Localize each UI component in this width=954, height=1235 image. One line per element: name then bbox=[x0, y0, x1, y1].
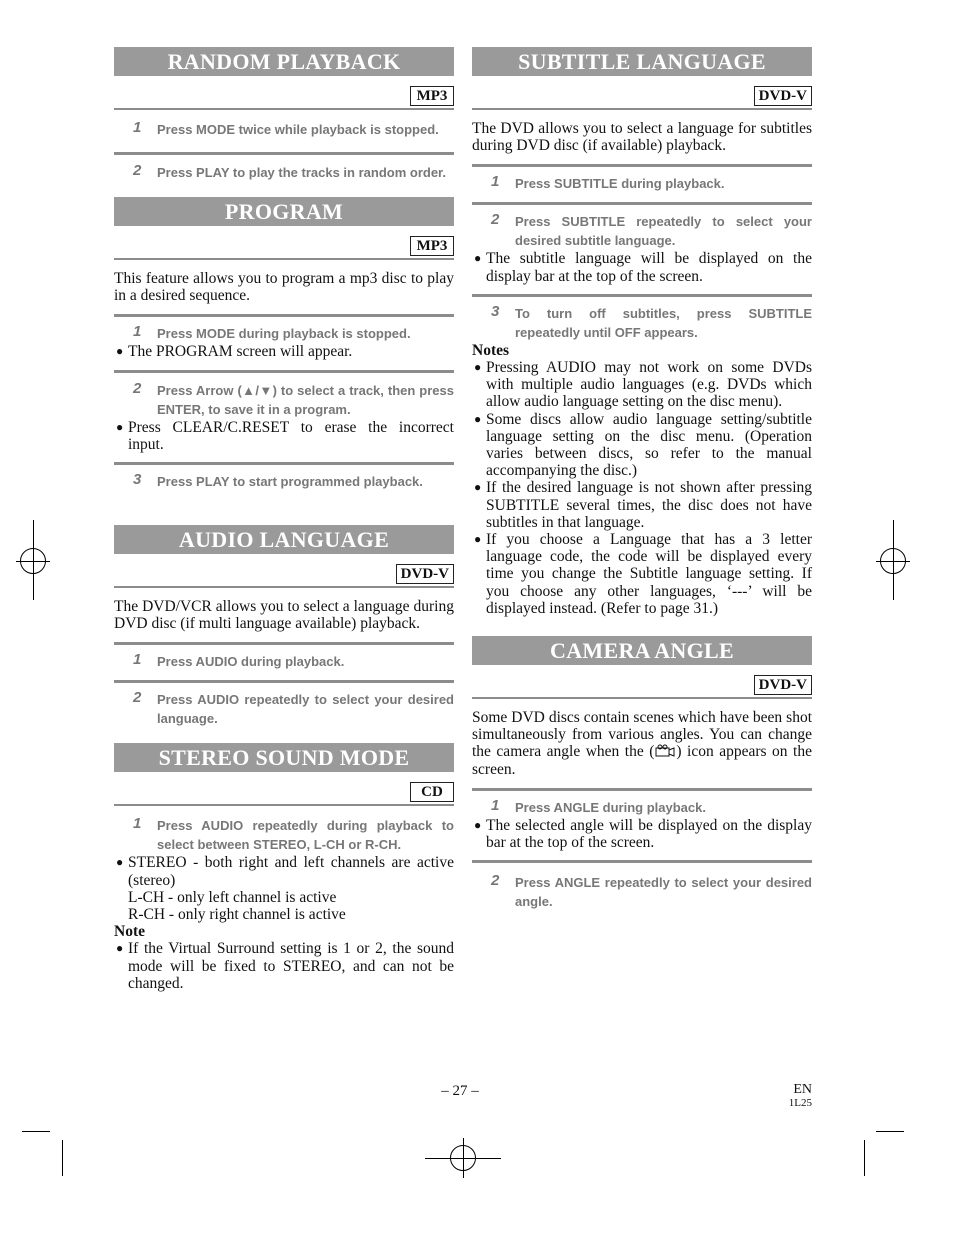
bullet-icon: ● bbox=[474, 251, 482, 266]
bullet-icon: ● bbox=[474, 532, 482, 547]
camera-intro bbox=[472, 709, 812, 778]
note-text: Some discs allow audio language setting/subtitle language setting on the disc menu. (Operation varies between discs, so refer to the manual accompanying the disc.) bbox=[486, 410, 812, 480]
camera-angle-icon bbox=[654, 744, 676, 758]
mp3-badge: MP3 bbox=[410, 86, 454, 106]
step-text: Press ANGLE repeatedly to select your desired angle. bbox=[515, 875, 812, 910]
crop-mark bbox=[22, 1131, 50, 1132]
dvd-v-badge: DVD-V bbox=[754, 86, 812, 106]
page-number: – 27 – bbox=[441, 1083, 479, 1099]
step-number: 1 bbox=[491, 796, 500, 814]
camera-step-1 bbox=[472, 798, 812, 817]
step-text: Press AUDIO repeatedly during playback to select between STEREO, L-CH or R-CH. bbox=[157, 818, 454, 853]
divider bbox=[114, 152, 454, 155]
bullet-icon: ● bbox=[474, 360, 482, 375]
program-step-1 bbox=[114, 324, 454, 343]
bullet-icon: ● bbox=[474, 411, 482, 426]
note-item bbox=[472, 359, 812, 411]
bullet-text: The PROGRAM screen will appear. bbox=[128, 343, 353, 361]
step-number: 2 bbox=[133, 689, 142, 707]
step-text: Press PLAY to start programmed playback. bbox=[157, 474, 423, 490]
mp3-badge: MP3 bbox=[410, 236, 454, 256]
divider bbox=[114, 370, 454, 373]
program-heading: PROGRAM bbox=[114, 197, 454, 226]
note-text: Pressing AUDIO may not work on some DVDs with multiple audio languages (e.g. DVDs which allow audio language setting on the disc menu). bbox=[486, 359, 812, 411]
step-number: 2 bbox=[491, 211, 500, 229]
step-text: Press SUBTITLE repeatedly to select your desired subtitle language. bbox=[515, 214, 812, 249]
registration-mark-line bbox=[463, 1138, 464, 1178]
step-number: 1 bbox=[133, 323, 142, 341]
stereo-step-1 bbox=[114, 816, 454, 854]
program-bullet-1 bbox=[114, 343, 454, 360]
camera-angle-heading: CAMERA ANGLE bbox=[472, 636, 812, 665]
left-column bbox=[114, 47, 454, 992]
stereo-badge-row bbox=[114, 782, 454, 806]
step-text: Press ANGLE during playback. bbox=[515, 799, 706, 815]
subtitle-step-2 bbox=[472, 212, 812, 250]
bullet-text: The subtitle language will be displayed on the display bar at the top of the screen. bbox=[486, 250, 812, 285]
audio-step-1 bbox=[114, 652, 454, 671]
random-step-1 bbox=[114, 120, 454, 139]
divider bbox=[472, 788, 812, 791]
random-playback-heading: RANDOM PLAYBACK bbox=[114, 47, 454, 76]
step-number: 3 bbox=[491, 302, 500, 320]
bullet-text: Press CLEAR/C.RESET to erase the incorrect input. bbox=[128, 418, 454, 453]
dvd-v-badge: DVD-V bbox=[754, 675, 812, 695]
program-badge-row bbox=[114, 236, 454, 260]
bullet-text: If the Virtual Surround setting is 1 or 2, the sound mode will be fixed to STEREO, and can not be changed. bbox=[128, 940, 454, 992]
subtitle-bullet bbox=[472, 250, 812, 284]
right-column bbox=[472, 47, 812, 911]
audio-step-2 bbox=[114, 690, 454, 728]
rch-line: R-CH - only right channel is active bbox=[128, 906, 346, 924]
bullet-icon: ● bbox=[116, 419, 124, 434]
step-number: 1 bbox=[133, 651, 142, 669]
camera-step-2 bbox=[472, 873, 812, 911]
divider bbox=[472, 860, 812, 863]
note-text: If you choose a Language that has a 3 letter language code, the code will be displayed every time you change the Subtitle language setting. If you choose any other languages, ‘---’ will be displayed instead. (Refer to page 31.) bbox=[486, 531, 812, 617]
registration-mark-line bbox=[893, 520, 894, 600]
step-number: 2 bbox=[133, 162, 142, 179]
step-text: Press AUDIO during playback. bbox=[157, 654, 345, 670]
bullet-icon: ● bbox=[116, 344, 124, 359]
arrow-up-down-icon: ▲/▼ bbox=[241, 382, 273, 398]
bullet-icon: ● bbox=[116, 941, 124, 956]
bullet-icon: ● bbox=[474, 480, 482, 495]
divider bbox=[114, 314, 454, 317]
camera-bullet bbox=[472, 817, 812, 851]
subtitle-language-heading: SUBTITLE LANGUAGE bbox=[472, 47, 812, 76]
step-text: Press MODE twice while playback is stopped. bbox=[157, 122, 439, 137]
step-text: To turn off subtitles, press SUBTITLE repeatedly until OFF appears. bbox=[515, 305, 812, 340]
step-text: Press SUBTITLE during playback. bbox=[515, 176, 725, 192]
program-step-3 bbox=[114, 472, 454, 491]
camera-intro-a: Some DVD discs contain scenes which have been shot simultaneously from various angles. You can change the camera angle when the ( bbox=[472, 709, 812, 761]
bullet-text: STEREO - both right and left channels are active (stereo) bbox=[128, 854, 454, 889]
step-number: 1 bbox=[491, 173, 500, 191]
step-text-a: Press Arrow ( bbox=[157, 382, 242, 398]
subtitle-intro: The DVD allows you to select a language for subtitles during DVD disc (if available) playback. bbox=[472, 120, 812, 155]
step-number: 1 bbox=[133, 815, 142, 833]
step-number: 1 bbox=[133, 119, 142, 136]
step-text: Press PLAY to play the tracks in random order. bbox=[157, 165, 446, 180]
dvd-v-badge: DVD-V bbox=[396, 564, 454, 584]
subtitle-badge-row bbox=[472, 86, 812, 110]
step-number: 2 bbox=[491, 872, 500, 890]
subtitle-step-1 bbox=[472, 174, 812, 193]
divider bbox=[472, 164, 812, 167]
random-step-2 bbox=[114, 163, 454, 182]
step-text-b: ) to select a track, then press ENTER, to save it in a program. bbox=[157, 382, 454, 417]
registration-mark-line bbox=[33, 520, 34, 600]
divider bbox=[472, 202, 812, 205]
lch-line: L-CH - only left channel is active bbox=[128, 888, 337, 906]
note-item bbox=[472, 531, 812, 617]
program-bullet-2 bbox=[114, 419, 454, 453]
audio-intro: The DVD/VCR allows you to select a language during DVD disc (if multi language available) playback. bbox=[114, 598, 454, 633]
note-label: Note bbox=[114, 923, 145, 941]
stereo-note bbox=[114, 940, 454, 992]
crop-mark bbox=[876, 1131, 904, 1132]
note-text: If the desired language is not shown after pressing SUBTITLE several times, the disc does not have subtitles in that language. bbox=[486, 479, 812, 531]
divider bbox=[114, 462, 454, 465]
crop-mark bbox=[864, 1140, 865, 1176]
divider bbox=[472, 294, 812, 297]
crop-mark bbox=[62, 1140, 63, 1176]
program-intro: This feature allows you to program a mp3 disc to play in a desired sequence. bbox=[114, 270, 454, 305]
step-number: 2 bbox=[133, 379, 142, 397]
camera-intro-b: ) icon appears on the screen. bbox=[472, 743, 812, 778]
step-text: Press MODE during playback is stopped. bbox=[157, 326, 411, 342]
program-step-2 bbox=[114, 381, 454, 419]
cd-badge: CD bbox=[410, 782, 454, 802]
camera-badge-row bbox=[472, 675, 812, 699]
audio-badge-row bbox=[114, 564, 454, 588]
step-number: 3 bbox=[133, 471, 142, 489]
divider bbox=[114, 680, 454, 683]
note-item bbox=[472, 479, 812, 531]
subtitle-step-3 bbox=[472, 304, 812, 342]
model-code: 1L25 bbox=[788, 1097, 812, 1109]
divider bbox=[114, 642, 454, 645]
stereo-bullet bbox=[114, 854, 454, 888]
step-text: Press AUDIO repeatedly to select your desired language. bbox=[157, 692, 454, 727]
random-badge-row bbox=[114, 86, 454, 110]
notes-label: Notes bbox=[472, 341, 510, 359]
note-item bbox=[472, 411, 812, 480]
bullet-icon: ● bbox=[474, 817, 482, 832]
bullet-icon: ● bbox=[116, 855, 124, 870]
stereo-sound-mode-heading: STEREO SOUND MODE bbox=[114, 743, 454, 772]
audio-language-heading: AUDIO LANGUAGE bbox=[114, 525, 454, 554]
bullet-text: The selected angle will be displayed on the display bar at the top of the screen. bbox=[486, 816, 812, 852]
language-code: EN bbox=[793, 1082, 812, 1097]
